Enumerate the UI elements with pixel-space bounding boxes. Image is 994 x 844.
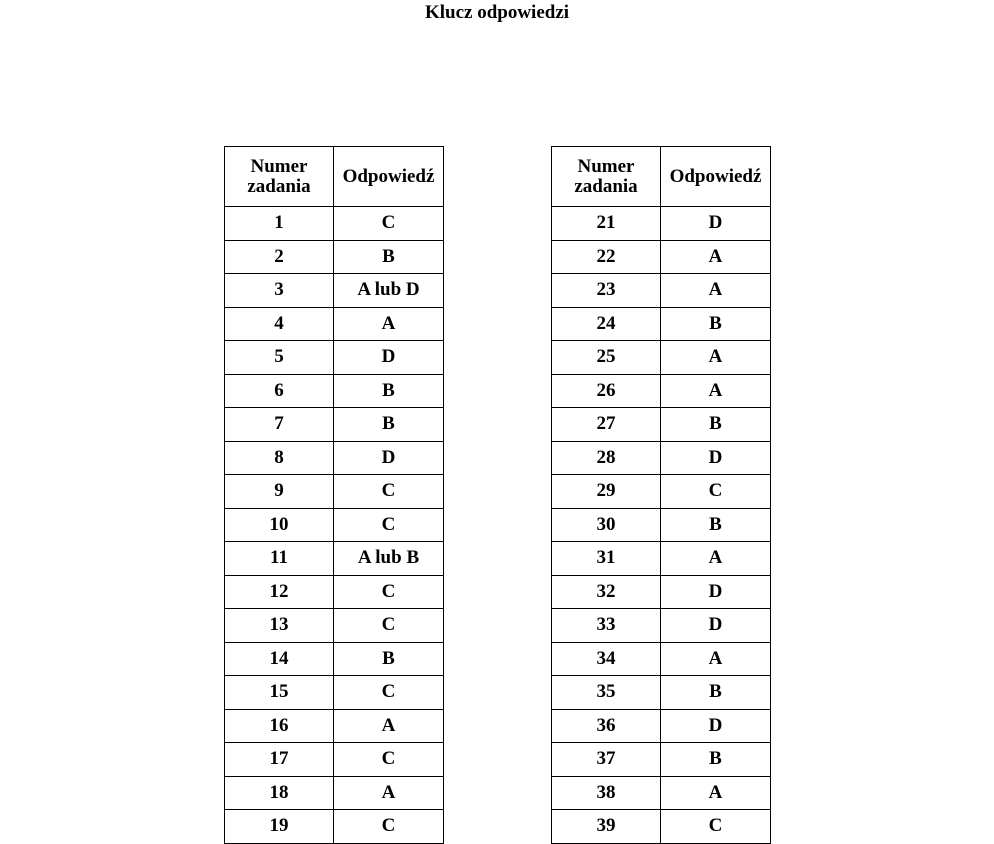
table-row — [225, 542, 444, 576]
table-row — [552, 676, 771, 710]
header-task-number-line2: zadania — [574, 175, 638, 197]
task-number-cell: 9 — [225, 475, 334, 509]
answer-cell: C — [334, 676, 444, 710]
header-task-number — [225, 147, 334, 207]
task-number-cell: 8 — [225, 441, 334, 475]
answer-key-table-left — [224, 146, 444, 844]
task-number-cell: 23 — [552, 274, 661, 308]
answer-cell: B — [334, 408, 444, 442]
task-number-cell: 16 — [225, 709, 334, 743]
answer-cell: A — [661, 240, 771, 274]
answer-cell: B — [661, 676, 771, 710]
task-number-cell: 5 — [225, 341, 334, 375]
answer-cell: C — [334, 207, 444, 241]
task-number-cell: 15 — [225, 676, 334, 710]
answer-cell: C — [334, 743, 444, 777]
task-number-cell: 34 — [552, 642, 661, 676]
table-row — [552, 274, 771, 308]
table-row — [225, 676, 444, 710]
table-row — [552, 810, 771, 844]
table-row — [552, 307, 771, 341]
answer-cell: A — [661, 542, 771, 576]
answer-cell: C — [661, 810, 771, 844]
answer-key-table-right — [551, 146, 771, 844]
task-number-cell: 26 — [552, 374, 661, 408]
header-task-number-line1: Numer — [250, 155, 308, 177]
answer-cell: A — [334, 776, 444, 810]
page-title: Klucz odpowiedzi — [424, 2, 570, 23]
task-number-cell: 24 — [552, 307, 661, 341]
table-row — [225, 341, 444, 375]
answer-cell: B — [334, 374, 444, 408]
task-number-cell: 13 — [225, 609, 334, 643]
task-number-cell: 4 — [225, 307, 334, 341]
task-number-cell: 38 — [552, 776, 661, 810]
task-number-cell: 10 — [225, 508, 334, 542]
task-number-cell: 6 — [225, 374, 334, 408]
answer-cell: A — [661, 642, 771, 676]
table-row — [552, 709, 771, 743]
answer-cell: C — [334, 508, 444, 542]
answer-cell: B — [334, 642, 444, 676]
table-row — [552, 441, 771, 475]
task-number-cell: 31 — [552, 542, 661, 576]
answer-cell: C — [334, 475, 444, 509]
table-row — [552, 240, 771, 274]
task-number-cell: 25 — [552, 341, 661, 375]
task-number-cell: 7 — [225, 408, 334, 442]
table-row — [552, 408, 771, 442]
table-row — [552, 575, 771, 609]
task-number-cell: 1 — [225, 207, 334, 241]
task-number-cell: 21 — [552, 207, 661, 241]
table-row — [225, 575, 444, 609]
table-row — [552, 542, 771, 576]
answer-cell: A — [661, 274, 771, 308]
table-row — [552, 743, 771, 777]
task-number-cell: 35 — [552, 676, 661, 710]
task-number-cell: 27 — [552, 408, 661, 442]
header-task-number — [552, 147, 661, 207]
table-header-row — [225, 147, 444, 207]
answer-cell: B — [661, 307, 771, 341]
answer-cell: B — [661, 408, 771, 442]
table-row — [225, 374, 444, 408]
task-number-cell: 11 — [225, 542, 334, 576]
answer-cell: D — [334, 441, 444, 475]
answer-cell: A — [334, 709, 444, 743]
table-row — [225, 642, 444, 676]
task-number-cell: 22 — [552, 240, 661, 274]
task-number-cell: 30 — [552, 508, 661, 542]
answer-cell: C — [334, 609, 444, 643]
answer-cell: B — [334, 240, 444, 274]
table-row — [552, 341, 771, 375]
answer-cell: A — [661, 374, 771, 408]
task-number-cell: 33 — [552, 609, 661, 643]
table-row — [552, 508, 771, 542]
table-row — [225, 441, 444, 475]
answer-cell: D — [334, 341, 444, 375]
table-row — [225, 810, 444, 844]
table-row — [552, 609, 771, 643]
table-row — [225, 508, 444, 542]
answer-cell: C — [334, 575, 444, 609]
table-row — [225, 408, 444, 442]
answer-cell: A lub B — [334, 542, 444, 576]
task-number-cell: 12 — [225, 575, 334, 609]
answer-cell: C — [661, 475, 771, 509]
task-number-cell: 14 — [225, 642, 334, 676]
task-number-cell: 17 — [225, 743, 334, 777]
table-row — [552, 374, 771, 408]
table-row — [225, 307, 444, 341]
task-number-cell: 3 — [225, 274, 334, 308]
answer-cell: D — [661, 441, 771, 475]
answer-cell: A — [661, 341, 771, 375]
table-row — [225, 743, 444, 777]
table-row — [225, 274, 444, 308]
task-number-cell: 37 — [552, 743, 661, 777]
table-row — [225, 609, 444, 643]
task-number-cell: 19 — [225, 810, 334, 844]
answer-cell: D — [661, 207, 771, 241]
table-row — [552, 475, 771, 509]
task-number-cell: 29 — [552, 475, 661, 509]
task-number-cell: 28 — [552, 441, 661, 475]
table-row — [552, 642, 771, 676]
answer-cell: A — [334, 307, 444, 341]
table-header-row — [552, 147, 771, 207]
answer-cell: A lub D — [334, 274, 444, 308]
answer-cell: C — [334, 810, 444, 844]
answer-cell: B — [661, 743, 771, 777]
task-number-cell: 32 — [552, 575, 661, 609]
header-answer: Odpowiedź — [661, 147, 771, 207]
answer-cell: B — [661, 508, 771, 542]
answer-cell: A — [661, 776, 771, 810]
header-answer: Odpowiedź — [334, 147, 444, 207]
header-task-number-line2: zadania — [247, 175, 311, 197]
table-row — [225, 207, 444, 241]
table-row — [225, 240, 444, 274]
table-row — [552, 776, 771, 810]
answer-cell: D — [661, 609, 771, 643]
answer-cell: D — [661, 575, 771, 609]
task-number-cell: 18 — [225, 776, 334, 810]
table-row — [225, 776, 444, 810]
task-number-cell: 39 — [552, 810, 661, 844]
header-task-number-line1: Numer — [577, 155, 635, 177]
table-row — [225, 709, 444, 743]
table-row — [552, 207, 771, 241]
table-row — [225, 475, 444, 509]
answer-cell: D — [661, 709, 771, 743]
task-number-cell: 36 — [552, 709, 661, 743]
task-number-cell: 2 — [225, 240, 334, 274]
